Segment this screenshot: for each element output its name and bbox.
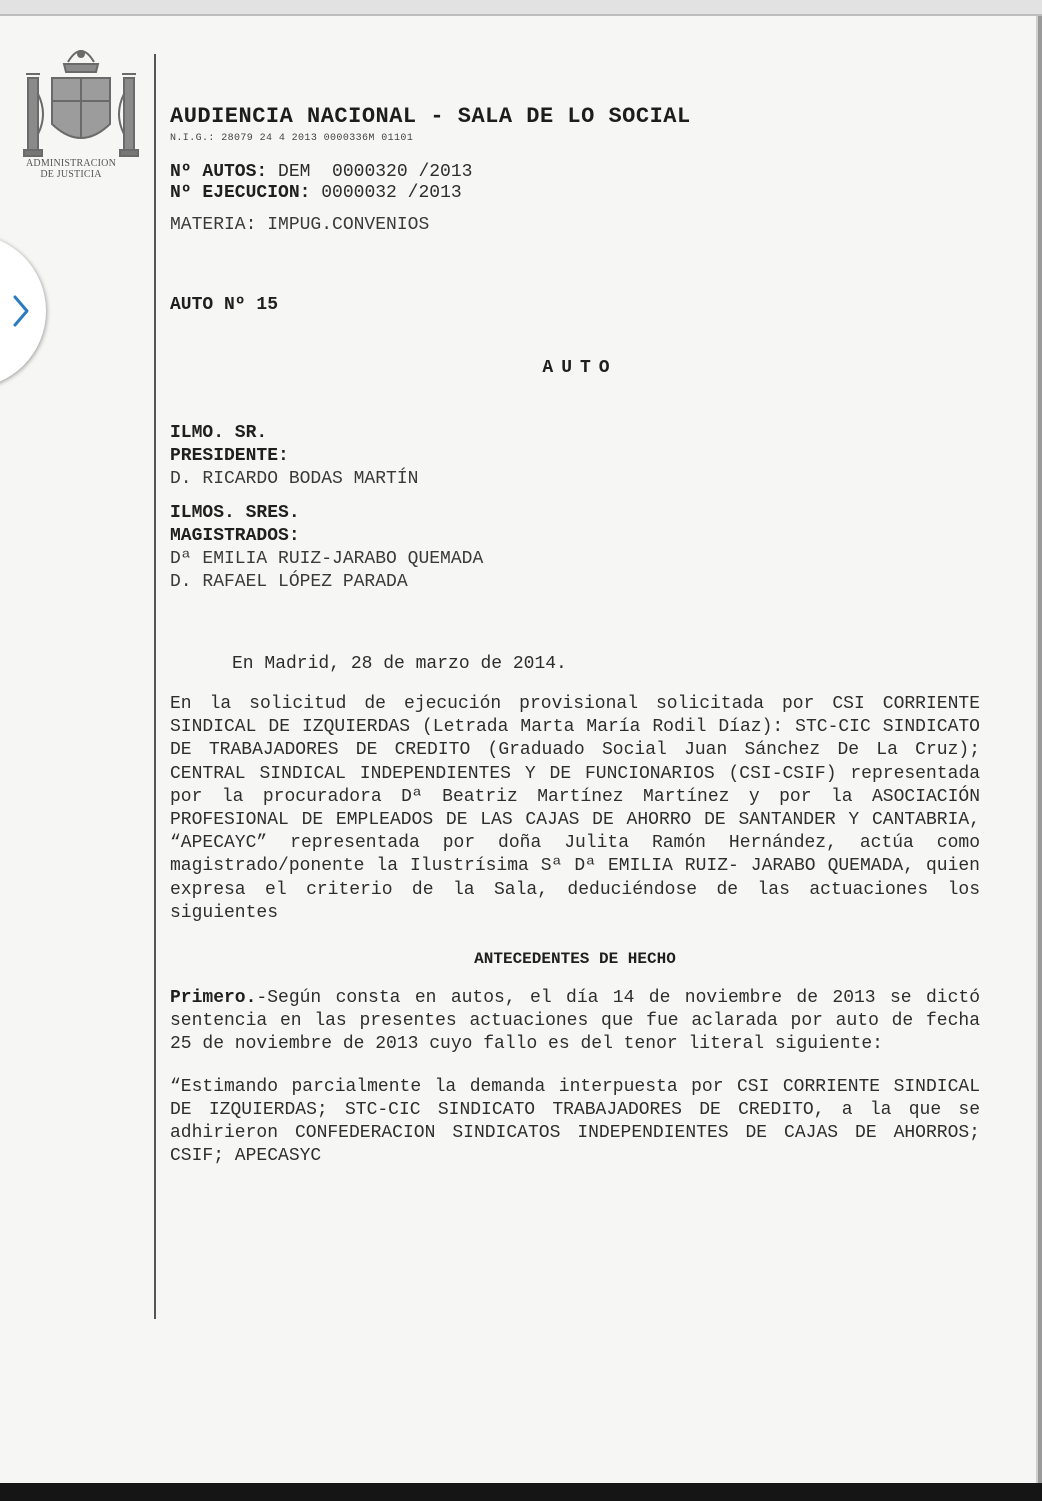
- presidente-name: D. RICARDO BODAS MARTÍN: [170, 469, 419, 489]
- presidente-title: ILMO. SR.: [170, 423, 268, 443]
- primero-paragraph: [170, 987, 980, 1057]
- viewer-top-strip: [0, 0, 1042, 16]
- autos-label: Nº AUTOS:: [170, 162, 268, 182]
- magistrados-label: MAGISTRADOS:: [170, 526, 300, 546]
- ejecucion-value: 0000032 /2013: [321, 183, 462, 203]
- autos-line: [170, 162, 980, 183]
- crest-caption: [2, 158, 140, 180]
- chevron-right-icon: [12, 294, 30, 328]
- materia: MATERIA: IMPUG.CONVENIOS: [170, 215, 430, 235]
- auto-number: AUTO Nº 15: [170, 295, 279, 315]
- quote-paragraph: “Estimando parcialmente la demanda interpuesta por CSI CORRIENTE SINDICAL DE IZQUIERDAS; STC-CIC SINDICATO TRABAJADORES DE CREDITO, a la que se adhirieron CONFEDERACION SINDICATOS INDEPENDIENTES DE CAJAS DE AHORROS; CSIF; APECASYC: [170, 1076, 980, 1167]
- primero-label: Primero.: [170, 988, 257, 1009]
- margin-rule: [154, 54, 156, 1319]
- primero-text: -Según consta en autos, el día 14 de noviembre de 2013 se dictó sentencia en las presentes actuaciones que fue aclarada por auto de fecha 25 de noviembre de 2013 cuyo fallo es del tenor literal siguiente:: [170, 988, 980, 1055]
- section-heading: ANTECEDENTES DE HECHO: [474, 950, 676, 969]
- autos-value: DEM 0000320 /2013: [278, 162, 473, 182]
- magistrados-title: ILMOS. SRES.: [170, 503, 300, 523]
- crest-caption-line-1: ADMINISTRACION: [25, 158, 117, 169]
- presidente-label: PRESIDENTE:: [170, 446, 289, 466]
- date-line: En Madrid, 28 de marzo de 2014.: [232, 654, 567, 674]
- intro-paragraph: En la solicitud de ejecución provisional solicitada por CSI CORRIENTE SINDICAL DE IZQUIERDAS (Letrada Marta María Rodil Díaz): STC-CIC SINDICATO DE TRABAJADORES DE CREDITO (Graduado Social Juan Sánchez De La Cruz); CENTRAL SINDICAL INDEPENDIENTES Y DE FUNCIONARIOS (CSI-CSIF) representada por la procuradora Dª Beatriz Martínez Martínez y por la ASOCIACIÓN PROFESIONAL DE EMPLEADOS DE LAS CAJAS DE AHORRO DE SANTANDER Y CANTABRIA, “APECAYC” representada por doña Julita Ramón Hernández, actúa como magistrado/ponente la Ilustrísima Sª Dª EMILIA RUIZ- JARABO QUEMADA, quien expresa el criterio de la Sala, deduciéndose de las actuaciones los siguientes: [170, 694, 980, 923]
- ejecucion-label: Nº EJECUCION:: [170, 183, 311, 203]
- document-body: [170, 102, 980, 1168]
- judges-block: [170, 422, 980, 594]
- auto-title: AUTO: [542, 358, 618, 378]
- ejecucion-line: [170, 183, 980, 204]
- viewer-bottom-bar: [0, 1483, 1042, 1501]
- page-edge-shadow: [1038, 16, 1042, 1483]
- court-title: AUDIENCIA NACIONAL - SALA DE LO SOCIAL: [170, 104, 691, 129]
- document-page: [0, 16, 1038, 1483]
- magistrado-name: D. RAFAEL LÓPEZ PARADA: [170, 572, 408, 592]
- nig-code: N.I.G.: 28079 24 4 2013 0000336M 01101: [170, 133, 414, 144]
- next-page-button[interactable]: [0, 234, 46, 388]
- crest-caption-line-2: DE JUSTICIA: [40, 169, 102, 180]
- magistrado-name: Dª EMILIA RUIZ-JARABO QUEMADA: [170, 549, 484, 569]
